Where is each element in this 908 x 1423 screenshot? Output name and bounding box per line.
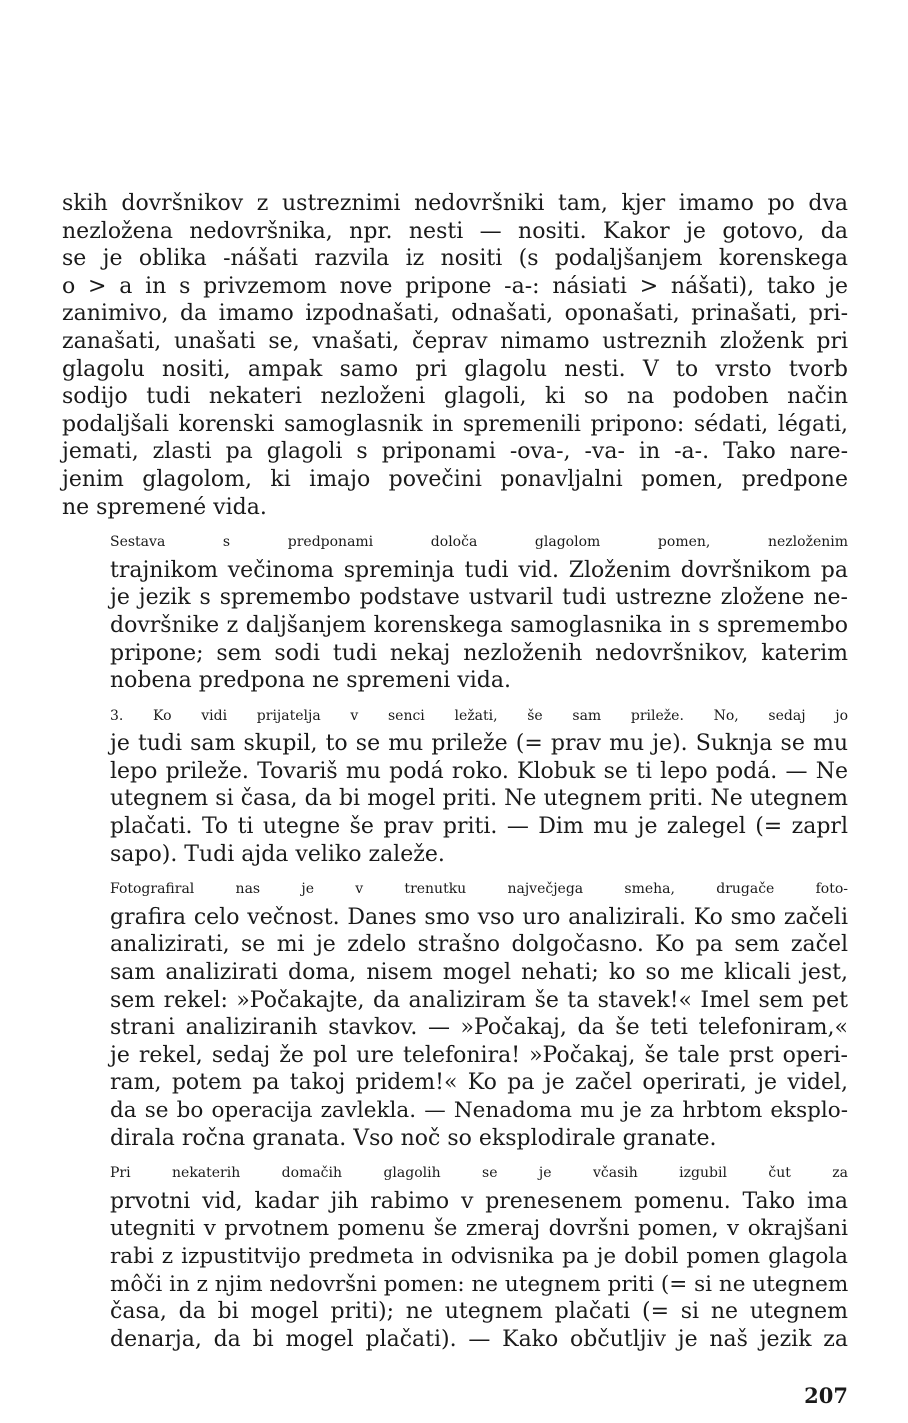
text-line: 3. Ko vidi prijatelja v senci ležati, še sam prileže. No, sedaj jo [110,707,848,724]
text-line: dirala ročna granata. Vso noč so eksplodirale granate. [110,1125,717,1151]
text-line: rabi z izpustitvijo predmeta in odvisnika pa je dobil pomen glagola [110,1243,848,1269]
text-line: zanašati, unašati se, vnašati, čeprav nimamo ustreznih zloženk pri [62,328,848,354]
text-line: o > a in s privzemom nove pripone -a-: násiati > nášati), tako je [62,273,848,299]
paragraph [62,190,848,521]
text-line: ram, potem pa takoj pridem!« Ko pa je začel operirati, je videl, [110,1070,848,1096]
text-line: strani analiziranih stavkov. — »Počakaj, da še teti telefoniram,« [110,1015,848,1041]
text-line: jemati, zlasti pa glagoli s priponami -ova-, -va- in -a-. Tako nare- [62,439,848,465]
text-line: sam analizirati doma, nisem mogel nehati; ko so me klicali jest, [110,960,848,986]
text-line: môči in z njim nedovršni pomen: ne utegnem priti (= si ne utegnem [110,1271,849,1297]
text-line: nezložena nedovršnika, npr. nesti — nositi. Kakor je gotovo, da [62,218,848,244]
text-line: ne spremené vida. [62,494,267,520]
page-number: 207 [804,1383,848,1408]
text-line: je tudi sam skupil, to se mu prileže (= prav mu je). Suknja se mu [110,731,848,757]
text-line: nobena predpona ne spremeni vida. [110,668,511,694]
text-line: denarja, da bi mogel plačati). — Kako občutljiv je naš jezik za [110,1326,848,1352]
text-line: analizirati, se mi je zdelo strašno dolgočasno. Ko pa sem začel [110,932,848,958]
text-line: glagolu nositi, ampak samo pri glagolu nesti. V to vrsto tvorb [62,356,848,382]
text-line: Pri nekaterih domačih glagolih se je včasih izgubil čut za [110,1165,848,1182]
text-line: se je oblika -nášati razvila iz nositi (s podaljšanjem korenskega [62,246,848,272]
text-line: plačati. To ti utegne še prav priti. — Dim mu je zalegel (= zaprl [110,814,848,840]
text-line: skih dovršnikov z ustreznimi nedovršniki tam, kjer imamo po dva [62,191,848,216]
text-line: sodijo tudi nekateri nezloženi glagoli, ki so na podoben način [62,384,848,410]
paragraph [62,529,848,695]
text-line: dovršnike z daljšanjem korenskega samoglasnika in s spremembo [110,612,848,638]
text-line: prvotni vid, kadar jih rabimo v prenesenem pomenu. Tako ima [110,1188,848,1214]
text-line: da se bo operacija zavlekla. — Nenadoma mu je za hrbtom eksplo- [110,1098,848,1123]
text-line: Sestava s predponami določa glagolom pomen, nezloženim [110,534,848,551]
text-line: je jezik s spremembo podstave ustvaril tudi ustrezne zložene ne- [110,585,848,611]
text-line: utegniti v prvotnem pomenu še zmeraj dovršni pomen, v okrajšani [110,1216,848,1242]
page-body [62,190,848,1353]
text-line: podaljšali korenski samoglasnik in spremenili pripono: sédati, légati, [62,411,848,437]
paragraph [62,1160,848,1353]
paragraph [62,703,848,869]
text-line: lepo prileže. Tovariš mu podá roko. Klobuk se ti lepo podá. — Ne [110,758,848,784]
text-line: sapo). Tudi ajda veliko zaleže. [110,841,445,867]
text-line: časa, da bi mogel priti); ne utegnem plačati (= si ne utegnem [110,1299,848,1325]
text-line: grafira celo večnost. Danes smo vso uro analizirali. Ko smo začeli [110,904,848,930]
text-line: je rekel, sedaj že pol ure telefonira! »Počakaj, še tale prst operi- [110,1042,848,1068]
text-line: Fotografiral nas je v trenutku največjega smeha, drugače foto- [110,881,848,898]
text-line: pripone; sem sodi tudi nekaj nezloženih nedovršnikov, katerim [110,640,848,666]
paragraph [62,876,848,1152]
text-line: zanimivo, da imamo izpodnašati, odnašati, oponašati, prinašati, pri- [62,301,848,327]
text-line: sem rekel: »Počakajte, da analiziram še ta stavek!« Imel sem pet [110,987,848,1013]
text-line: jenim glagolom, ki imajo povečini ponavljalni pomen, predpone [62,466,848,492]
text-line: utegnem si časa, da bi mogel priti. Ne utegnem priti. Ne utegnem [110,786,848,812]
text-line: trajnikom večinoma spreminja tudi vid. Zloženim dovršnikom pa [110,557,848,583]
